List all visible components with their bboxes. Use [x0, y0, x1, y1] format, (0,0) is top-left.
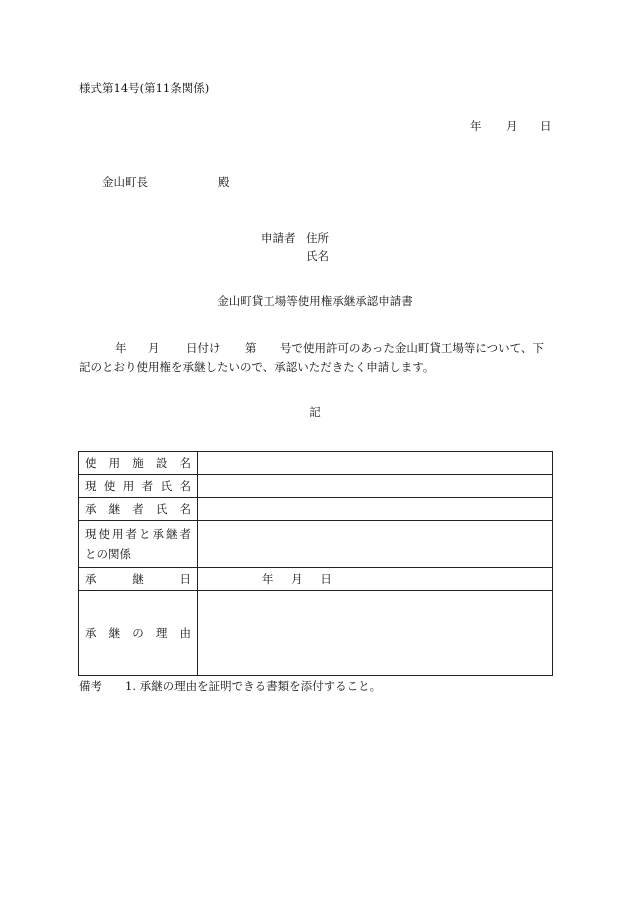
- successor-label-cell: [79, 498, 198, 521]
- note-item: 1. 承継の理由を証明できる書類を添付すること。: [125, 679, 382, 693]
- facility-value-cell[interactable]: [198, 452, 553, 475]
- relation-value-cell[interactable]: [198, 521, 553, 568]
- table-row-facility: [79, 452, 553, 475]
- date-month-label: 月: [506, 119, 518, 133]
- body-year: 年: [115, 341, 127, 355]
- reason-label-cell: [79, 591, 198, 676]
- body-no: 第: [245, 341, 257, 355]
- document-title: 金山町貸工場等使用権承継承認申請書: [217, 294, 413, 308]
- successor-label: 承 継 者 氏 名: [85, 502, 191, 516]
- application-table: [78, 451, 553, 676]
- form-number: 様式第14号(第11条関係): [79, 81, 210, 95]
- current-user-label-cell: [79, 475, 198, 498]
- relation-label-line2: との関係: [85, 547, 131, 561]
- table-row-relation: [79, 521, 553, 568]
- addressee-title: 金山町長: [102, 175, 148, 189]
- applicant-name-label: 氏名: [306, 249, 329, 263]
- succession-date-label: 承 継 日: [85, 572, 191, 586]
- reason-label: 承 継 の 理 由: [85, 626, 191, 640]
- succession-date-year: 年: [262, 572, 274, 586]
- date-day-label: 日: [540, 119, 552, 133]
- successor-value-cell[interactable]: [198, 498, 553, 521]
- body-dated: 日付け: [186, 341, 221, 355]
- current-user-label: 現 使 用 者 氏 名: [85, 479, 191, 493]
- addressee-honorific: 殿: [218, 175, 230, 189]
- current-user-value-cell[interactable]: [198, 475, 553, 498]
- facility-label: 使 用 施 設 名: [85, 456, 191, 470]
- succession-date-day: 日: [320, 572, 332, 586]
- reason-value-cell[interactable]: [198, 591, 553, 676]
- date-year-label: 年: [470, 119, 482, 133]
- ki-label: 記: [309, 405, 321, 419]
- facility-label-cell: [79, 452, 198, 475]
- applicant-label: 申請者: [261, 231, 296, 245]
- relation-label-cell: [79, 521, 198, 568]
- table-row-date: [79, 568, 553, 591]
- date-label-cell: [79, 568, 198, 591]
- table-row-current-user: [79, 475, 553, 498]
- succession-date-month: 月: [291, 572, 303, 586]
- applicant-address-label: 住所: [306, 231, 329, 245]
- succession-date-value-cell[interactable]: [198, 568, 553, 591]
- body-line1-rest: 号で使用許可のあった金山町貸工場等について、下: [280, 341, 544, 355]
- body-line2: 記のとおり使用権を承継したいので、承認いただきたく申請します。: [79, 360, 435, 374]
- body-month: 月: [148, 341, 160, 355]
- table-row-successor: [79, 498, 553, 521]
- note-label: 備考: [79, 679, 102, 693]
- table-row-reason: [79, 591, 553, 676]
- relation-label-line1: 現 使 用 者 と 承 継 者: [85, 527, 191, 541]
